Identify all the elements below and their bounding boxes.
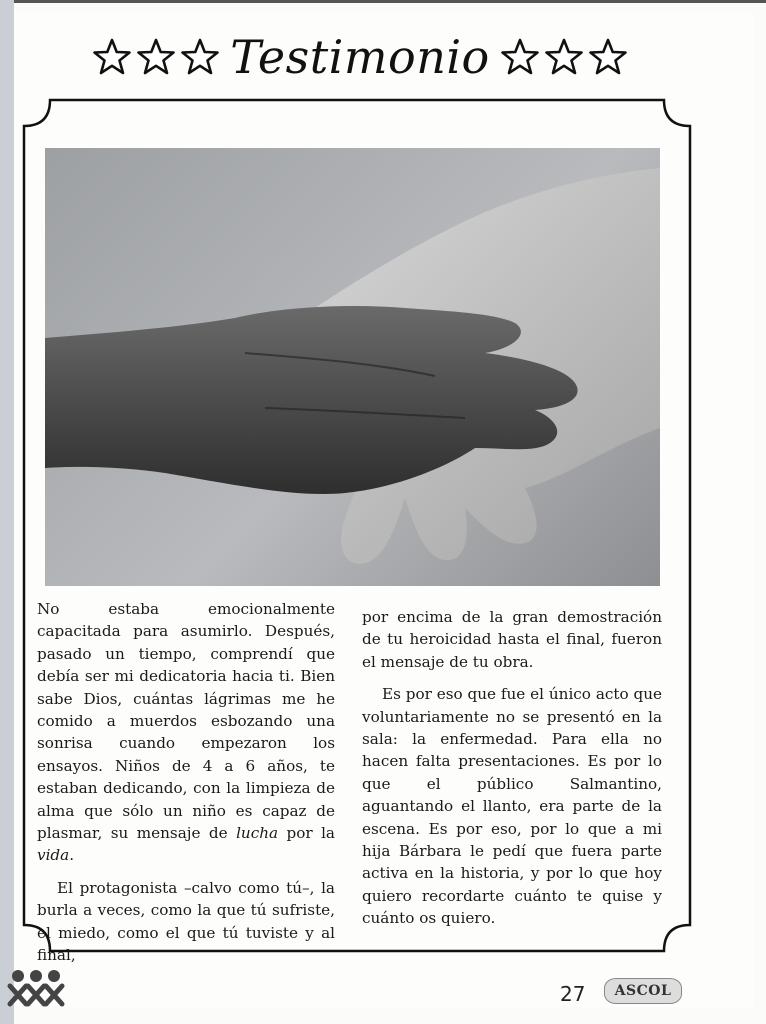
text-column-left xyxy=(37,598,335,967)
header xyxy=(80,22,640,92)
top-rule xyxy=(0,0,766,3)
paragraph: El protagonista –calvo como tú–, la burla a veces, como la que tú sufriste, el miedo, como el que tú tuviste y al final, xyxy=(37,878,335,965)
paragraph: No estaba emocionalmente capacitada para asumirlo. Después, pasado un tiempo, comprendí que debía ser mi dedicatoria hacia ti. Bien sabe Dios, cuántas lágrimas me he comido a muerdos esbozando una sonrisa cuando empezaron los ensayos. Niños de 4 a 6 años, te estaban dedicando, con la limpieza de alma que sólo un niño es capaz de plasmar, su mensaje de lucha por la vida. xyxy=(37,600,335,865)
star-icon xyxy=(136,37,176,77)
hands-illustration xyxy=(45,148,660,586)
ascol-logo xyxy=(604,978,682,1004)
ascol-logo-text: ASCOL xyxy=(614,983,672,999)
star-icon xyxy=(180,37,220,77)
star-icon xyxy=(544,37,584,77)
paragraph: por encima de la gran demostración de tu heroicidad hasta el final, fueron el mensaje de tu obra. xyxy=(362,608,662,671)
star-icon xyxy=(500,37,540,77)
page-title: Testimonio xyxy=(230,30,490,84)
page-number: 27 xyxy=(560,982,586,1006)
stars-right xyxy=(500,37,628,77)
paragraph: Es por eso que fue el único acto que voluntariamente no se presentó en la sala: la enfermedad. Para ella no hacen falta presentaciones. Es por lo que el público Salmantino, aguantando el llanto, era parte de la escena. Es por eso, por lo que a mi hija Bárbara le pedí que fuera parte activa en la historia, y por lo que hoy quiero recordarte cuánto te quise y cuánto os quiero. xyxy=(362,685,662,928)
star-icon xyxy=(92,37,132,77)
hands-photo xyxy=(45,148,660,586)
stars-left xyxy=(92,37,220,77)
star-icon xyxy=(588,37,628,77)
text-column-right xyxy=(362,606,662,930)
scanner-edge xyxy=(0,0,14,1024)
children-figures-logo xyxy=(6,968,66,1012)
